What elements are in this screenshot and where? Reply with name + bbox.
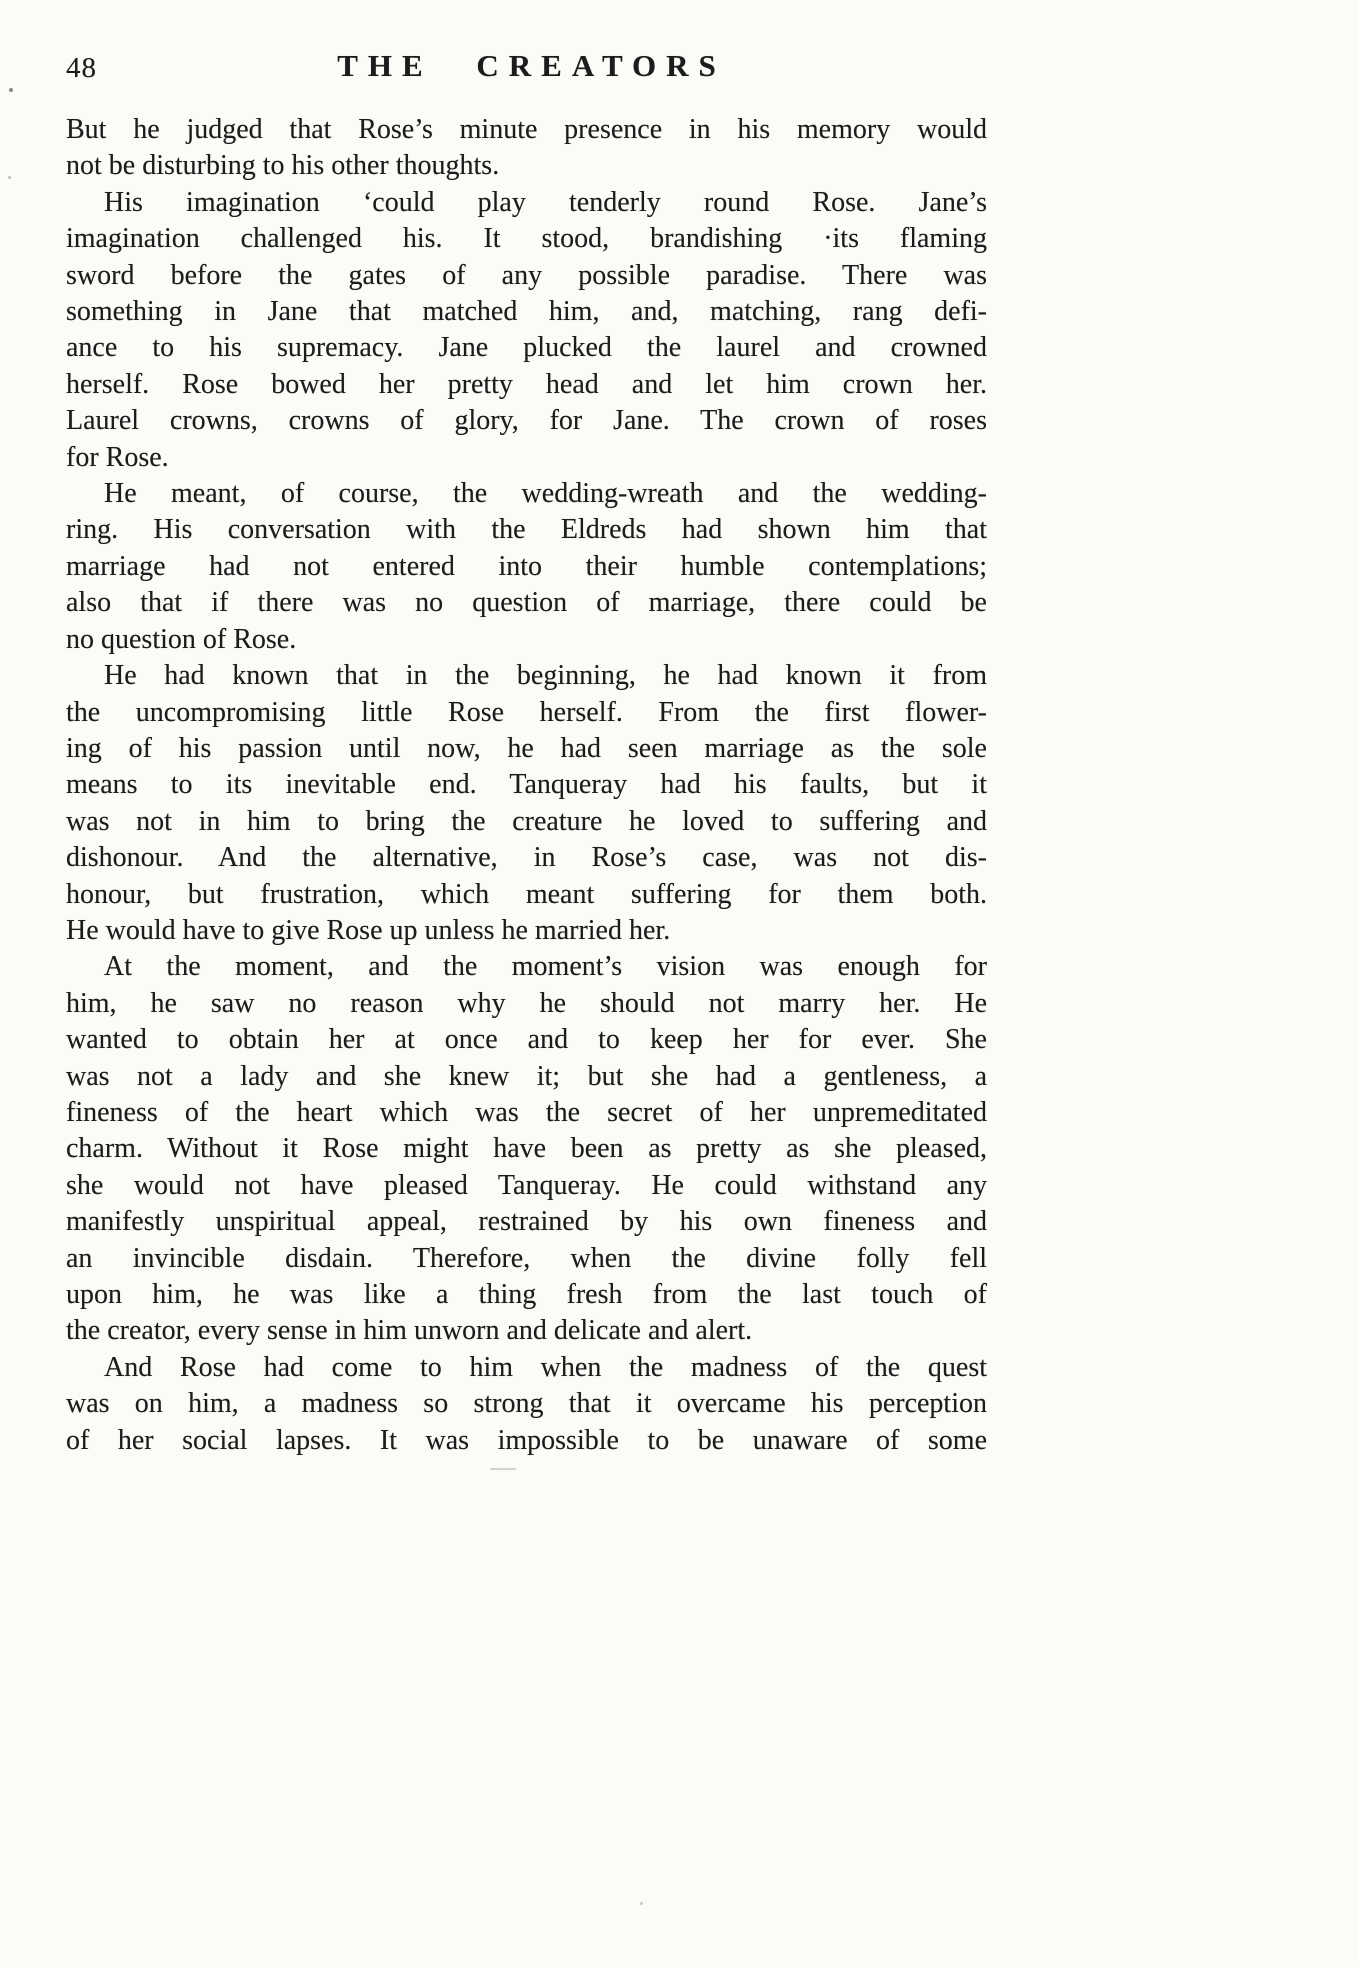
scan-artifact <box>640 1902 643 1905</box>
paragraph <box>66 1350 987 1459</box>
text-line: He had known that in the beginning, he had known it from <box>104 660 987 692</box>
text-line: of her social lapses. It was impossible to be unaware of some <box>66 1424 987 1456</box>
text-line: manifestly unspiritual appeal, restrained by his own fineness and <box>66 1206 987 1238</box>
text-line: something in Jane that matched him, and, matching, rang defi- <box>66 296 987 328</box>
text-line: for Rose. <box>66 441 169 473</box>
paragraph <box>66 658 987 949</box>
text-line: she would not have pleased Tanqueray. He could withstand any <box>66 1169 987 1201</box>
text-line: ing of his passion until now, he had seen marriage as the sole <box>66 732 987 764</box>
text-line: He would have to give Rose up unless he married her. <box>66 914 671 946</box>
running-title: THE CREATORS <box>337 48 726 83</box>
text-line: was not in him to bring the creature he loved to suffering and <box>66 805 987 837</box>
text-line: marriage had not entered into their humble contemplations; <box>66 550 987 582</box>
text-line: He meant, of course, the wedding-wreath and the wedding- <box>104 478 987 510</box>
paragraph <box>66 949 987 1349</box>
text-line: herself. Rose bowed her pretty head and let him crown her. <box>66 368 987 400</box>
page-header <box>66 48 987 88</box>
text-line: him, he saw no reason why he should not marry her. He <box>66 987 987 1019</box>
page-body <box>66 112 987 1459</box>
text-line: the uncompromising little Rose herself. From the first flower- <box>66 696 987 728</box>
scan-artifact <box>8 176 11 179</box>
text-line: Laurel crowns, crowns of glory, for Jane. The crown of roses <box>66 405 987 437</box>
text-line: And Rose had come to him when the madness of the quest <box>104 1351 987 1383</box>
scan-artifact <box>490 1468 516 1470</box>
text-line: upon him, he was like a thing fresh from the last touch of <box>66 1279 987 1310</box>
text-line: His imagination ‘could play tenderly round Rose. Jane’s <box>104 186 987 218</box>
text-line: ring. His conversation with the Eldreds had shown him that <box>66 514 987 546</box>
text-line: fineness of the heart which was the secret of her unpremeditated <box>66 1096 987 1128</box>
text-line: At the moment, and the moment’s vision was enough for <box>104 951 987 983</box>
text-line: the creator, every sense in him unworn and delicate and alert. <box>66 1315 753 1347</box>
text-line: honour, but frustration, which meant suffering for them both. <box>66 878 987 910</box>
text-line: no question of Rose. <box>66 623 297 655</box>
text-line: dishonour. And the alternative, in Rose’s case, was not dis- <box>66 842 987 874</box>
paragraph <box>66 112 987 185</box>
text-line: ance to his supremacy. Jane plucked the laurel and crowned <box>66 332 987 364</box>
text-line: wanted to obtain her at once and to keep her for ever. She <box>66 1024 987 1056</box>
text-line: imagination challenged his. It stood, brandishing ·its flaming <box>66 223 987 255</box>
text-line: was not a lady and she knew it; but she had a gentleness, a <box>66 1060 987 1092</box>
text-line: an invincible disdain. Therefore, when the divine folly fell <box>66 1242 987 1274</box>
paragraph <box>66 476 987 658</box>
text-line: charm. Without it Rose might have been as pretty as she pleased, <box>66 1133 987 1165</box>
text-line: means to its inevitable end. Tanqueray had his faults, but it <box>66 769 987 801</box>
text-line: was on him, a madness so strong that it overcame his perception <box>66 1388 987 1420</box>
text-line: sword before the gates of any possible paradise. There was <box>66 259 987 291</box>
text-line: also that if there was no question of marriage, there could be <box>66 587 987 619</box>
text-line: But he judged that Rose’s minute presence in his memory would <box>66 114 987 145</box>
text-line: not be disturbing to his other thoughts. <box>66 150 500 182</box>
scan-artifact <box>9 88 13 92</box>
paragraph <box>66 185 987 476</box>
page-number: 48 <box>66 52 97 84</box>
